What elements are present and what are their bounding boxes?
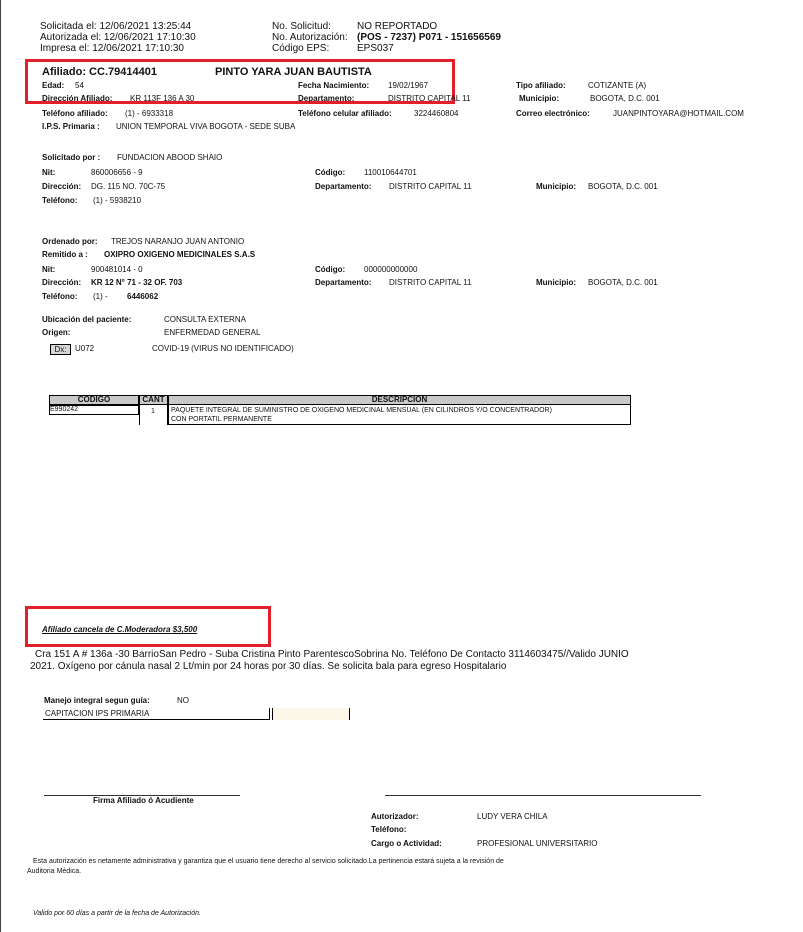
ordenado-departamento-label: Departamento: <box>315 278 372 287</box>
solicitado-nit-label: Nit: <box>42 168 56 177</box>
celular-afiliado-label: Teléfono celular afiliado: <box>298 109 392 118</box>
ubicacion-value: CONSULTA EXTERNA <box>164 315 246 324</box>
table-cell-cant: 1 <box>151 408 155 415</box>
ordenado-nit-value: 900481014 - 0 <box>91 265 143 274</box>
codigo-eps-label: Código EPS: <box>272 43 330 54</box>
no-solicitud-label: No. Solicitud: <box>272 21 331 32</box>
moderadora-text: Afiliado cancela de C.Moderadora $3,500 <box>42 625 198 634</box>
ordenado-municipio-value: BOGOTA, D.C. 001 <box>588 278 658 287</box>
ubicacion-label: Ubicación del paciente: <box>42 315 132 324</box>
autorizador-value: LUDY VERA CHILA <box>477 812 548 821</box>
tipo-afiliado-value: COTIZANTE (A) <box>588 81 647 90</box>
autorizador-line <box>385 795 701 796</box>
telefono-afiliado-label: Teléfono afiliado: <box>42 109 108 118</box>
disclaimer-line1: Esta autorización es netamente administrativa y garantiza que el usuario tiene derecho al servicio solicitado.La pertinencia estará sujeta a la revisión de <box>33 858 504 865</box>
remitido-label: Remitido a : <box>42 250 88 259</box>
ordenado-municipio-label: Municipio: <box>536 278 576 287</box>
solicitado-direccion-label: Dirección: <box>42 182 82 191</box>
solicitado-nit-value: 860006656 - 9 <box>91 168 143 177</box>
fecha-nac-value: 19/02/1967 <box>388 81 429 90</box>
ordenado-codigo-label: Código: <box>315 265 346 274</box>
table-cell-codigo: E990242 <box>50 406 79 413</box>
solicitado-telefono-value: (1) - 5938210 <box>93 196 142 205</box>
capitacion-side-box <box>272 708 350 720</box>
fecha-nac-label: Fecha Nacimiento: <box>298 81 370 90</box>
solicitado-codigo-value: 110010644701 <box>364 168 417 177</box>
dx-description: COVID-19 (VIRUS NO IDENTIFICADO) <box>152 344 294 353</box>
table-header-codigo: CODIGO <box>49 395 139 405</box>
dx-label: Dx: <box>50 344 71 355</box>
no-autorizacion-value: (POS - 7237) P071 - 151656569 <box>357 32 501 43</box>
dx-code: U072 <box>75 344 95 353</box>
solicitado-municipio-value: BOGOTA, D.C. 001 <box>588 182 658 191</box>
page-left-border <box>0 0 1 932</box>
ordenado-direccion-value: KR 12 N° 71 - 32 OF. 703 <box>91 278 183 287</box>
solicitado-departamento-value: DISTRITO CAPITAL 11 <box>389 182 472 191</box>
impresa-date: Impresa el: 12/06/2021 17:10:30 <box>40 43 184 54</box>
ordenado-telefono-prefix: (1) - <box>93 292 108 301</box>
manejo-label: Manejo integral segun guía: <box>44 696 150 705</box>
solicitado-codigo-label: Código: <box>315 168 346 177</box>
solicitado-direccion-value: DG. 115 NO. 70C-75 <box>91 182 166 191</box>
direccion-afiliado-value: KR 113F 136 A 30 <box>130 94 195 103</box>
table-cell-desc-line1: PAQUETE INTEGRAL DE SUMINISTRO DE OXIGENO MEDICINAL MENSUAL (EN CILINDROS Y/O CONCENTRADOR) <box>171 407 552 414</box>
table-header-cant: CANT <box>139 395 168 405</box>
ordenado-por-label: Ordenado por: <box>42 237 98 246</box>
codigo-eps-value: EPS037 <box>357 43 394 54</box>
disclaimer-line2: Auditoria Médica. <box>27 868 82 875</box>
ordenado-por-value: TREJOS NARANJO JUAN ANTONIO <box>111 237 245 246</box>
direccion-afiliado-label: Dirección Afiliado: <box>42 94 113 103</box>
ordenado-nit-label: Nit: <box>42 265 56 274</box>
origen-label: Origen: <box>42 328 71 337</box>
ordenado-direccion-label: Dirección: <box>42 278 82 287</box>
table-header-descripcion: DESCRIPCION <box>168 395 631 405</box>
departamento-afiliado-value: DISTRITO CAPITAL 11 <box>388 94 471 103</box>
solicitado-municipio-label: Municipio: <box>536 182 576 191</box>
validez-text: Valido por 60 días a partir de la fecha de Autorización. <box>33 910 201 917</box>
autorizada-date: Autorizada el: 12/06/2021 17:10:30 <box>40 32 196 43</box>
correo-value: JUANPINTOYARA@HOTMAIL.COM <box>613 109 744 118</box>
afiliado-id: Afiliado: CC.79414401 <box>42 66 157 78</box>
departamento-afiliado-label: Departamento: <box>298 94 355 103</box>
autorizador-label: Autorizador: <box>371 812 419 821</box>
observacion-line2: 2021. Oxígeno por cánula nasal 2 Lt/min por 24 horas por 30 días. Se solicita bala para egreso Hospitalario <box>30 661 507 672</box>
cargo-value: PROFESIONAL UNIVERSITARIO <box>477 839 598 848</box>
observacion-line1: Cra 151 A # 136a -30 BarrioSan Pedro - Suba Cristina Pinto ParentescoSobrina No. Teléfono De Contacto 3114603475//Valido JUNIO <box>35 649 629 660</box>
solicitado-departamento-label: Departamento: <box>315 182 372 191</box>
autorizador-telefono-label: Teléfono: <box>371 825 407 834</box>
ordenado-telefono-value: 6446062 <box>127 292 159 301</box>
solicitada-date: Solicitada el: 12/06/2021 13:25:44 <box>40 21 192 32</box>
cargo-label: Cargo o Actividad: <box>371 839 442 848</box>
firma-label: Firma Afiliado ó Acudiente <box>93 796 194 805</box>
capitacion-text: CAPITACION IPS PRIMARIA <box>45 709 150 718</box>
manejo-value: NO <box>177 696 189 705</box>
solicitado-telefono-label: Teléfono: <box>42 196 78 205</box>
municipio-afiliado-label: Municipio: <box>519 94 559 103</box>
telefono-afiliado-value: (1) - 6933318 <box>125 109 174 118</box>
ips-value: UNION TEMPORAL VIVA BOGOTA - SEDE SUBA <box>116 122 296 131</box>
municipio-afiliado-value: BOGOTA, D.C. 001 <box>590 94 660 103</box>
tipo-afiliado-label: Tipo afiliado: <box>516 81 566 90</box>
celular-afiliado-value: 3224460804 <box>414 109 459 118</box>
ordenado-departamento-value: DISTRITO CAPITAL 11 <box>389 278 472 287</box>
origen-value: ENFERMEDAD GENERAL <box>164 328 261 337</box>
correo-label: Correo electrónico: <box>516 109 590 118</box>
edad-label: Edad: <box>42 81 65 90</box>
ordenado-telefono-label: Teléfono: <box>42 292 78 301</box>
edad-value: 54 <box>75 81 84 90</box>
no-solicitud-value: NO REPORTADO <box>357 21 438 32</box>
no-autorizacion-label: No. Autorización: <box>272 32 348 43</box>
table-cell-desc-line2: CON PORTATIL PERMANENTE <box>171 416 272 423</box>
ordenado-codigo-value: 000000000000 <box>364 265 418 274</box>
solicitado-por-value: FUNDACION ABOOD SHAIO <box>117 153 223 162</box>
ips-label: I.P.S. Primaria : <box>42 122 100 131</box>
afiliado-name: PINTO YARA JUAN BAUTISTA <box>215 66 372 78</box>
remitido-value: OXIPRO OXIGENO MEDICINALES S.A.S <box>104 250 256 259</box>
solicitado-por-label: Solicitado por : <box>42 153 101 162</box>
